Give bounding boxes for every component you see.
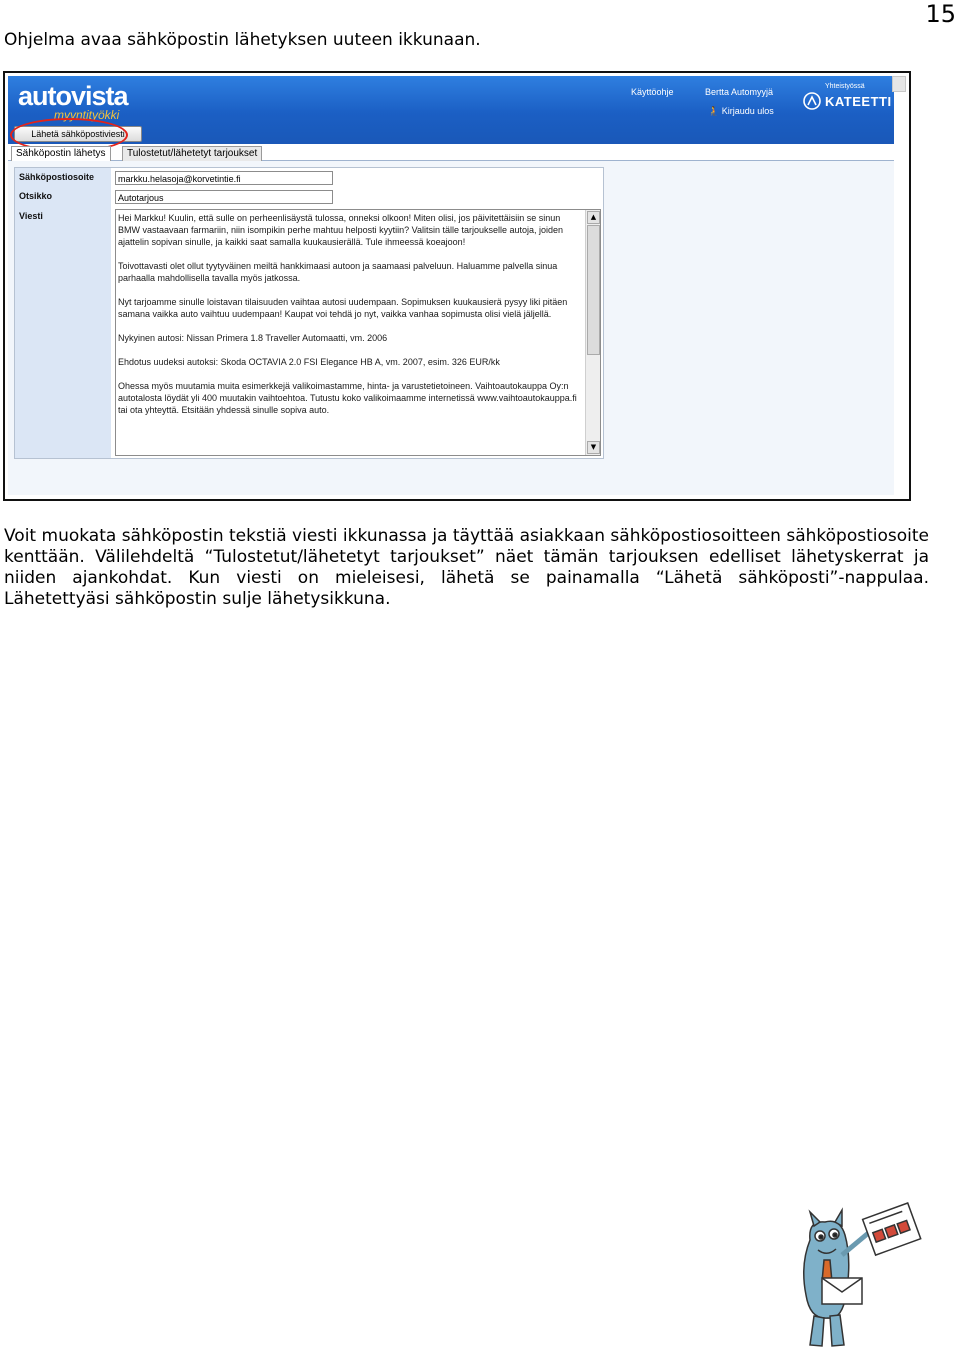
message-text	[118, 212, 580, 428]
app-header	[8, 76, 894, 144]
description-text: Voit muokata sähköpostin tekstiä viesti ikkunassa ja täyttää asiakkaan sähköpostiosoitteen sähköpostiosoite kenttään. Välilehdeltä “Tulostetut/lähetetyt tarjoukset” näet tämän tarjouksen edelliset lähetyskerrat ja niiden ajankohdat. Kun viesti on mieleisesi, lähetä se painamalla “Lähetä sähköposti”-nappulaa. Lähetettyäsi sähköpostin sulje lähetysikkuna.	[4, 526, 929, 609]
message-paragraph: Nyt tarjoamme sinulle loistavan tilaisuuden vaihtaa autosi uudempaan. Sopimuksen kuukausierä pysyy liki pitäen samana vaikka auto vaihtuu uudempaan! Kaupat voi tehdä jo nyt, vaikka vanhaa sopimusta olisi vielä jäljellä.	[118, 297, 568, 319]
content-area	[8, 161, 894, 495]
scroll-thumb[interactable]	[587, 225, 600, 355]
message-label: Viesti	[19, 211, 43, 221]
logout-link[interactable]	[708, 106, 774, 117]
autovista-logo	[18, 82, 128, 120]
tab-bar	[8, 146, 894, 161]
logo-subtitle: myyntityökki	[54, 108, 120, 122]
partner-name: KATEETTI	[825, 93, 892, 109]
page-number: 15	[925, 0, 956, 28]
message-scrollbar[interactable]	[585, 210, 600, 455]
mascot-illustration	[780, 1200, 930, 1355]
message-paragraph: Ohessa myös muutamia muita esimerkkejä valikoimastamme, hinta- ja varustetietoineen. Vaihtoautokauppa Oy:n autotalosta löydät yli 400 muutakin vaihtoehtoa. Tutustu koko valikoimaamme internetissä www.vaihtoautokauppa.fi tai ota yhteyttä. Etsitään yhdessä sinulle sopiva auto.	[118, 381, 577, 415]
partner-logo	[803, 83, 892, 110]
help-link[interactable]: Käyttöohje	[631, 87, 674, 97]
logo-text: autovista	[18, 81, 128, 111]
message-paragraph: Nykyinen autosi: Nissan Primera 1.8 Traveller Automaatti, vm. 2006	[118, 333, 388, 343]
tab-printed-offers[interactable]: Tulostetut/lähetetyt tarjoukset	[122, 146, 262, 161]
email-label: Sähköpostiosoite	[19, 172, 95, 182]
user-name: Bertta Automyyjä	[705, 87, 774, 97]
label-column	[15, 168, 111, 458]
kateetti-icon	[803, 92, 821, 110]
logout-label: Kirjaudu ulos	[721, 106, 774, 116]
screenshot-frame	[3, 71, 911, 501]
message-paragraph: Toivottavasti olet ollut tyytyväinen meiltä hankkimaasi autoon ja saamaasi palveluun. Haluamme palvella sinua parhaalla mahdollisella tavalla myös jatkossa.	[118, 261, 558, 283]
subject-label: Otsikko	[19, 191, 53, 201]
message-paragraph: Ehdotus uudeksi autoksi: Skoda OCTAVIA 2.0 FSI Elegance HB A, vm. 2007, esim. 326 EUR/kk	[118, 357, 500, 367]
scroll-down-icon[interactable]: ▼	[587, 441, 600, 454]
message-paragraph: Hei Markku! Kuulin, että sulle on perheenlisäystä tulossa, onneksi olkoon! Miten olisi, jos päivitettäisiin se sinun BMW vastaavaan farmariin, niin isompikin perhe mahtuu helposti kyytiin? Valitsin tälle tarjoukselle autoja, joiden ajattelin sopivan sinulle, ja kaikki saat samalla kuukausierällä. Tule ihmeessä koeajoon!	[118, 213, 564, 247]
partner-label: Yhteistyössä	[825, 83, 865, 90]
email-input[interactable]: markku.helasoja@korvetintie.fi	[115, 171, 333, 185]
message-textarea[interactable]	[115, 209, 601, 456]
subject-input[interactable]: Autotarjous	[115, 190, 333, 204]
email-form	[14, 167, 604, 459]
window-scrollbar[interactable]	[892, 76, 906, 92]
tab-email-send[interactable]: Sähköpostin lähetys	[11, 146, 111, 161]
person-icon: 🧎	[708, 106, 720, 116]
scroll-up-icon[interactable]: ▲	[587, 211, 600, 224]
intro-text: Ohjelma avaa sähköpostin lähetyksen uuteen ikkunaan.	[4, 30, 481, 50]
send-email-button[interactable]: Lähetä sähköpostiviesti	[14, 126, 142, 142]
